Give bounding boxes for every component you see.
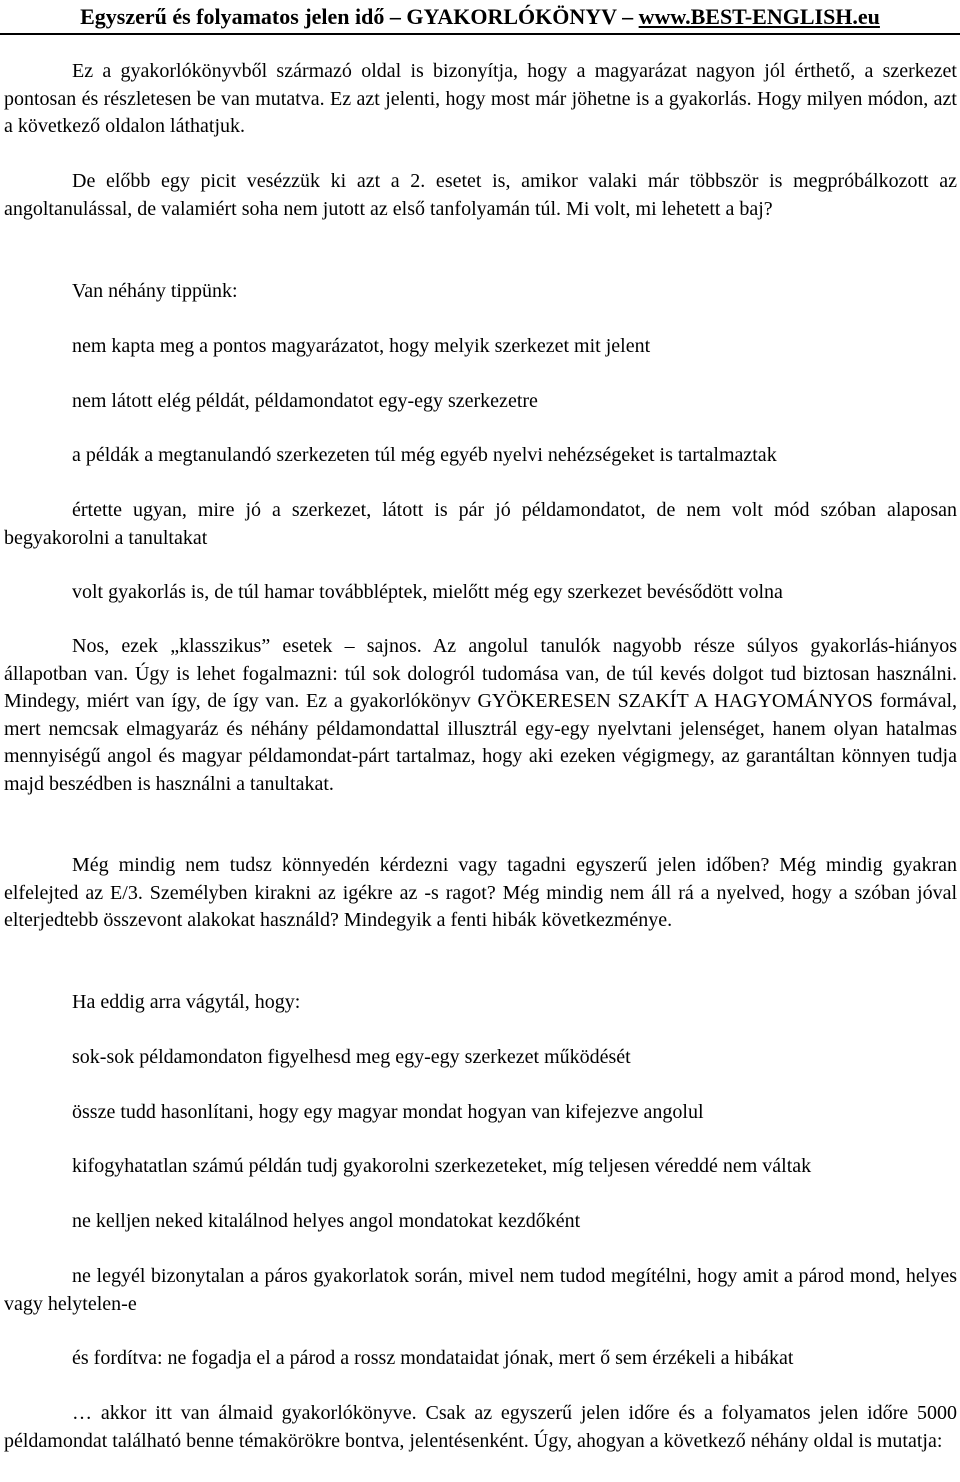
header-website-link[interactable]: www.BEST-ENGLISH.eu [638, 4, 880, 29]
list-item-wish: ne legyél bizonytalan a páros gyakorlatok során, mivel nem tudod megítélni, hogy amit a párod mond, helyes vagy helytelen-e [4, 1265, 957, 1315]
list-item-tip: értette ugyan, mire jó a szerkezet, látott is pár jó példamondatot, de nem volt mód szóban alaposan begyakorolni a tanultakat [4, 499, 957, 549]
list-item-tip: volt gyakorlás is, de túl hamar továbbléptek, mielőtt még egy szerkezet bevésődött volna [72, 581, 783, 603]
page-header [0, 3, 960, 31]
paragraph-classic-cases: Nos, ezek „klasszikus” esetek – sajnos. Az angolul tanulók nagyobb része súlyos gyakorlás-hiányos állapotban van. Úgy is lehet fogalmazni: túl sok dologról tudomása van, de túl kevés dolgot tud biztosan használni. Mindegy, miért van így, de így van. Ez a gyakorlókönyv GYÖKERESEN SZAKÍT A HAGYOMÁNYOS formával, mert nemcsak elmagyaráz és néhány példamondattal illusztrál egy-egy nyelvtani jelenséget, hanem olyan hatalmas mennyiségű angol és magyar példamondat-párt tartalmaz, hogy aki ezeken végigmegy, az garantáltan könnyen tudja majd beszédben is használni a tanultakat. [4, 635, 957, 795]
list-item-tip: a példák a megtanulandó szerkezeten túl még egyéb nyelvi nehézségeket is tartalmaztak [72, 444, 777, 466]
paragraph-wishes-intro: Ha eddig arra vágytál, hogy: [72, 991, 301, 1013]
paragraph-conclusion: … akkor itt van álmaid gyakorlókönyve. Csak az egyszerű jelen időre és a folyamatos jelen időre 5000 példamondat található benne témakörökre bontva, jelentésenként. Úgy, ahogyan a következő néhány oldal is mutatja: [4, 1402, 957, 1452]
paragraph-intro: Ez a gyakorlókönyvből származó oldal is bizonyítja, hogy a magyarázat nagyon jól érthető, a szerkezet pontosan és részletesen be van mutatva. Ez azt jelenti, hogy most már jöhetne is a gyakorlás. Hogy milyen módon, azt a következő oldalon láthatjuk. [4, 60, 957, 137]
header-title: Egyszerű és folyamatos jelen idő – GYAKORLÓKÖNYV – [80, 4, 639, 29]
list-item-tip: nem kapta meg a pontos magyarázatot, hogy melyik szerkezet mit jelent [72, 335, 651, 357]
paragraph-second-case: De előbb egy picit vesézzük ki azt a 2. esetet is, amikor valaki már többször is megpróbálkozott az angoltanulással, de valamiért soha nem jutott az első tanfolyamán túl. Mi volt, mi lehetett a baj? [4, 170, 957, 220]
paragraph-tips-intro: Van néhány tippünk: [72, 280, 238, 302]
list-item-wish: sok-sok példamondaton figyelhesd meg egy-egy szerkezet működését [72, 1046, 631, 1068]
paragraph-questions: Még mindig nem tudsz könnyedén kérdezni vagy tagadni egyszerű jelen időben? Még mindig gyakran elfelejted az E/3. Személyben kirakni az igékre az -s ragot? Még mindig nem áll rá a nyelved, hogy a szóban jóval elterjedtebb összevont alakokat használd? Mindegyik a fenti hibák következménye. [4, 854, 957, 931]
header-divider [0, 33, 960, 35]
list-item-wish: ne kelljen neked kitalálnod helyes angol mondatokat kezdőként [72, 1210, 581, 1232]
list-item-wish: össze tudd hasonlítani, hogy egy magyar mondat hogyan van kifejezve angolul [72, 1101, 704, 1123]
list-item-wish: kifogyhatatlan számú példán tudj gyakorolni szerkezeteket, míg teljesen véreddé nem váltak [72, 1155, 812, 1177]
list-item-tip: nem látott elég példát, példamondatot egy-egy szerkezetre [72, 390, 538, 412]
list-item-wish: és fordítva: ne fogadja el a párod a rossz mondataidat jónak, mert ő sem érzékeli a hibákat [72, 1347, 794, 1369]
